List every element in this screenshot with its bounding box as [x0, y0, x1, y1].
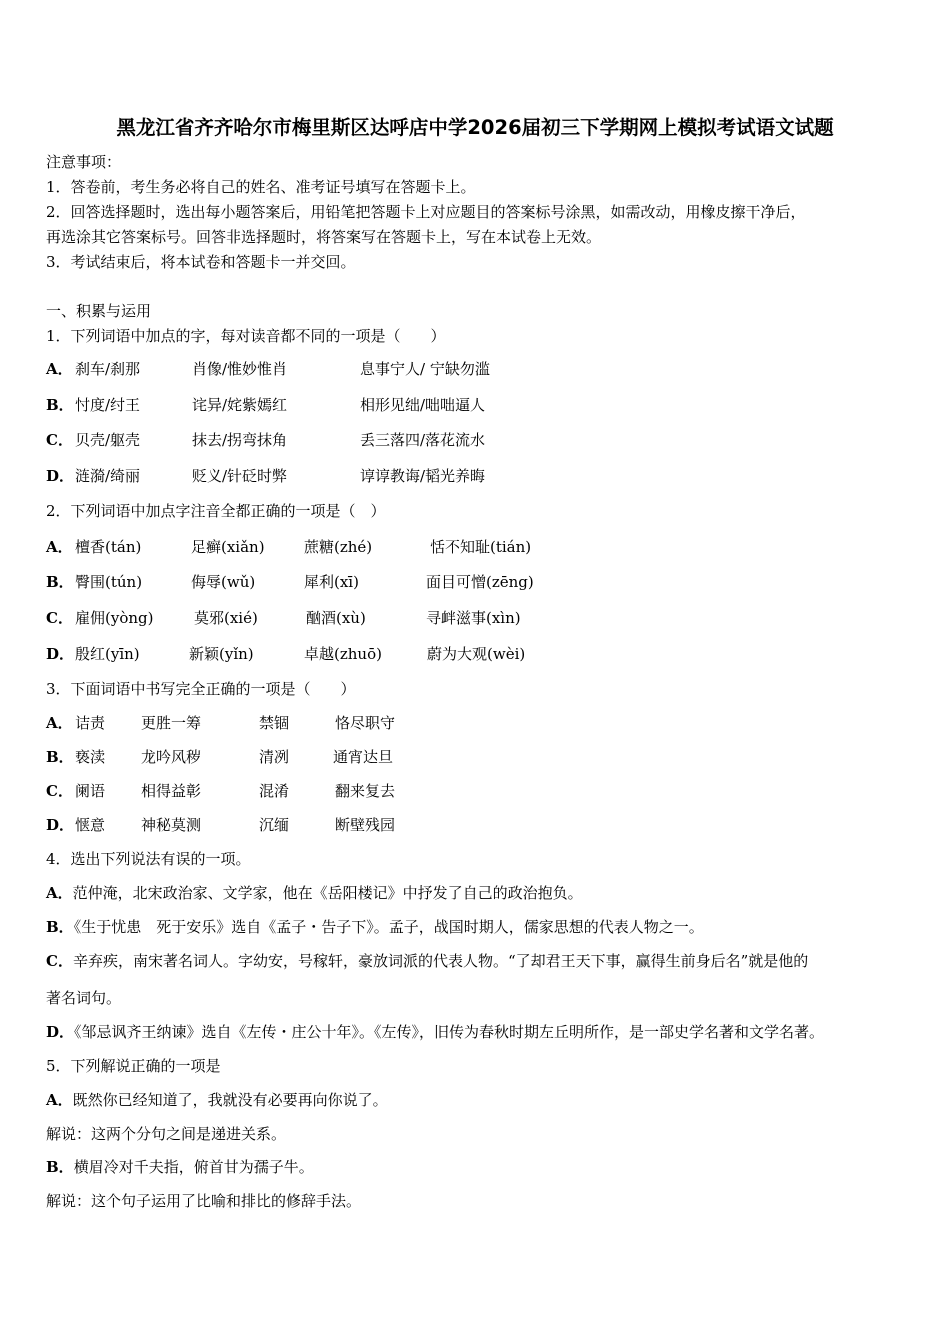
option-label: A．	[46, 538, 73, 556]
option-word: 清冽	[259, 748, 290, 766]
option-word: 恬不知耻(tián)	[430, 538, 532, 556]
notice-item-2-cont: 再选涂其它答案标号。回答非选择题时，将答案写在答题卡上，写在本试卷上无效。	[46, 228, 602, 246]
option-word: 谆谆教诲/韬光养晦	[360, 467, 486, 485]
explanation-text: 解说：这两个分句之间是递进关系。	[46, 1125, 287, 1143]
option-word: 神秘莫测	[141, 816, 202, 834]
option-label: B．	[46, 1158, 74, 1176]
option-label: C．	[46, 431, 73, 449]
question-2-stem: 2．下列词语中加点字注音全都正确的一项是（ ）	[46, 502, 386, 520]
option-word: 犀利(xī)	[304, 573, 359, 591]
option-word: 殷红(yīn)	[75, 645, 140, 663]
question-5-stem: 5．下列解说正确的一项是	[46, 1057, 221, 1075]
notice-item-2: 2．回答选择题时，选出每小题答案后，用铅笔把答题卡上对应题目的答案标号涂黑，如需改动，用橡皮擦干净后，	[46, 203, 806, 221]
option-word: 惬意	[75, 816, 106, 834]
option-row	[46, 1157, 314, 1177]
option-word: 莫邪(xié)	[194, 609, 258, 627]
option-text-cont: 著名词句。	[46, 989, 122, 1007]
option-word: 混淆	[259, 782, 290, 800]
option-text: 《生于忧患 死于安乐》选自《孟子・告子下》。孟子，战国时期人，儒家思想的代表人物之一。	[73, 918, 704, 936]
option-word: 断壁残园	[335, 816, 396, 834]
option-word: 蔗糖(zhé)	[304, 538, 373, 556]
option-word: 刹车/刹那	[75, 360, 141, 378]
option-word: 侮辱(wǔ)	[191, 573, 256, 591]
option-word: 涟漪/绮丽	[75, 467, 141, 485]
option-label: A．	[46, 884, 73, 902]
option-word: 抹去/拐弯抹角	[192, 431, 288, 449]
option-word: 寻衅滋事(xìn)	[426, 609, 521, 627]
notice-heading: 注意事项：	[46, 153, 122, 171]
notice-item-3: 3．考试结束后，将本试卷和答题卡一并交回。	[46, 253, 356, 271]
option-word: 更胜一筹	[141, 714, 202, 732]
option-label: D．	[46, 467, 75, 485]
option-text: 辛弃疾，南宋著名词人。字幼安，号稼轩，豪放词派的代表人物。“了却君王天下事，赢得生前身后名”就是他的	[72, 952, 809, 970]
notice-item-1: 1．答卷前，考生务必将自己的姓名、准考证号填写在答题卡上。	[46, 178, 476, 196]
option-text: 《邹忌讽齐王纳谏》选自《左传・庄公十年》。《左传》，旧传为春秋时期左丘明所作，是一部史学名著和文学名著。	[74, 1023, 825, 1041]
option-row	[46, 1022, 824, 1042]
option-word: 贬义/针砭时弊	[192, 467, 288, 485]
option-label: A．	[46, 714, 73, 732]
option-word: 沉缅	[259, 816, 290, 834]
question-1-stem: 1．下列词语中加点的字，每对读音都不同的一项是（ ）	[46, 327, 446, 345]
option-word: 通宵达旦	[333, 748, 394, 766]
option-word: 诧异/姹紫嫣红	[192, 396, 288, 414]
option-word: 檀香(tán)	[75, 538, 142, 556]
option-word: 恪尽职守	[335, 714, 396, 732]
option-word: 臀围(tún)	[75, 573, 143, 591]
option-word: 丢三落四/落花流水	[360, 431, 486, 449]
option-word: 相得益彰	[141, 782, 202, 800]
option-text: 范仲淹，北宋政治家、文学家，他在《岳阳楼记》中抒发了自己的政治抱负。	[72, 884, 583, 902]
option-label: A．	[46, 1091, 73, 1109]
option-label: A．	[46, 360, 73, 378]
option-word: 相形见绌/咄咄逼人	[360, 396, 486, 414]
option-word: 新颖(yǐn)	[189, 645, 254, 663]
option-word: 龙吟风秽	[141, 748, 202, 766]
option-label: C．	[46, 609, 73, 627]
option-word: 卓越(zhuō)	[304, 645, 382, 663]
option-word: 肖像/惟妙惟肖	[192, 360, 288, 378]
option-word: 蔚为大观(wèi)	[427, 645, 526, 663]
option-word: 诘责	[75, 714, 106, 732]
explanation-text: 解说：这个句子运用了比喻和排比的修辞手法。	[46, 1192, 362, 1210]
option-word: 翻来复去	[335, 782, 396, 800]
option-word: 面目可憎(zēng)	[426, 573, 534, 591]
option-label: D．	[46, 645, 75, 663]
option-text: 既然你已经知道了，我就没有必要再向你说了。	[72, 1091, 388, 1109]
section-heading: 一、积累与运用	[46, 302, 152, 320]
option-text: 横眉冷对千夫指，俯首甘为孺子牛。	[73, 1158, 314, 1176]
option-label: B．	[46, 918, 74, 936]
option-row	[46, 917, 704, 937]
option-label: B．	[46, 748, 74, 766]
option-label: D．	[46, 1023, 75, 1041]
option-label: B．	[46, 573, 74, 591]
option-row	[46, 1090, 388, 1110]
option-label: B．	[46, 396, 74, 414]
option-word: 亵渎	[75, 748, 106, 766]
option-word: 足癣(xiǎn)	[191, 538, 265, 556]
exam-title: 黑龙江省齐齐哈尔市梅里斯区达呼店中学2026届初三下学期网上模拟考试语文试题	[116, 116, 834, 139]
option-row	[46, 951, 808, 971]
option-label: C．	[46, 952, 73, 970]
option-label: D．	[46, 816, 75, 834]
option-word: 酗酒(xù)	[306, 609, 366, 627]
question-4-stem: 4．选出下列说法有误的一项。	[46, 850, 251, 868]
option-word: 贝壳/躯壳	[75, 431, 141, 449]
option-word: 阑语	[75, 782, 106, 800]
option-row	[46, 883, 583, 903]
option-word: 忖度/纣王	[75, 396, 141, 414]
option-word: 息事宁人/ 宁缺勿滥	[360, 360, 490, 378]
option-word: 雇佣(yòng)	[75, 609, 154, 627]
option-word: 禁锢	[259, 714, 290, 732]
option-label: C．	[46, 782, 73, 800]
question-3-stem: 3．下面词语中书写完全正确的一项是（ ）	[46, 680, 356, 698]
